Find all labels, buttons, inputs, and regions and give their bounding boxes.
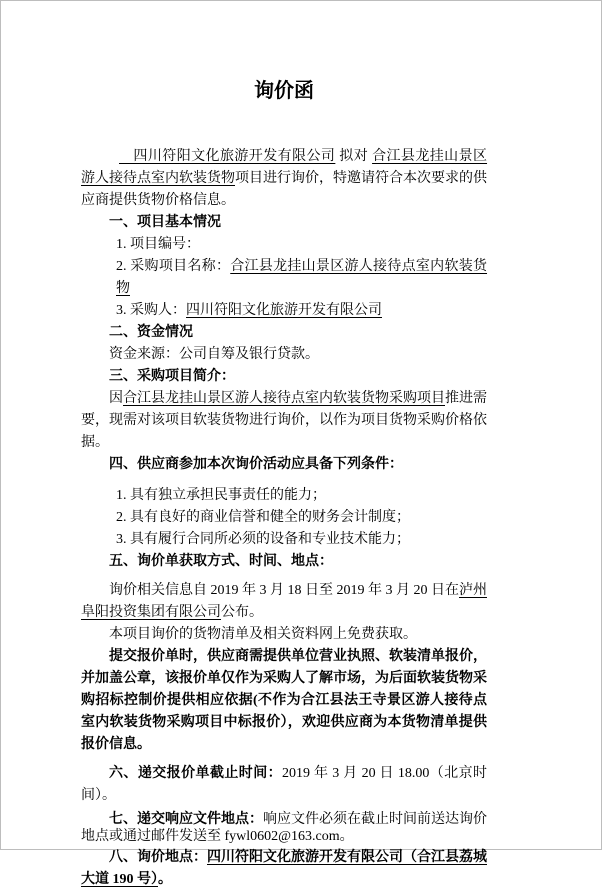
section-3-body	[81, 388, 487, 454]
section-3-text-2: 推进需要，现需对该项目软装货物进行询价，以作为项目货物采购价格依据。	[81, 391, 487, 450]
section-5-heading: 五、询价单获取方式、时间、地点：	[109, 554, 333, 569]
section-4-item-2: 2. 具有良好的商业信誉和健全的财务会计制度；	[116, 510, 410, 525]
section-7-label: 七、递交响应文件地点：	[109, 812, 263, 827]
section-1-heading: 一、项目基本情况	[109, 215, 221, 230]
section-6-label: 六、递交报价单截止时间：	[109, 766, 283, 781]
section-5-paragraph-3: 提交报价单时，供应商需提供单位营业执照、软装清单报价，并加盖公章，该报价单仅作为采购人了解市场，为后面软装货物采购招标控制价提供相应依据(不作为合江县法王寺景区游人接待点室内软装货物采购项目中标报价），欢迎供应商为本货物清单提供报价信息。	[81, 649, 487, 752]
section-8-label: 八、询价地点：	[109, 850, 207, 865]
document-content	[81, 1, 487, 891]
item-3-label: 3. 采购人：	[116, 303, 186, 318]
section-7	[81, 811, 487, 845]
section-3-project-underlined: 合江县龙挂山景区游人接待点室内软装货物采购项目	[123, 391, 445, 406]
section-5-text-2: 公布。	[221, 605, 263, 620]
section-4-item-3: 3. 具有履行合同所必须的设备和专业技术能力；	[116, 532, 410, 547]
section-5-text-1: 询价相关信息自 2019 年 3 月 18 日至 2019 年 3 月 20 日在	[109, 583, 459, 598]
section-4-item-1: 1. 具有独立承担民事责任的能力；	[116, 488, 326, 503]
section-1-item-1: 1. 项目编号：	[116, 237, 200, 252]
section-6	[81, 763, 487, 807]
delivery-instructions: 响应文件必须在截止时间前送达询价地点或通过邮件发送至 fywl0602@163.com。	[81, 812, 487, 844]
section-5-paragraph-2: 本项目询价的货物清单及相关资料网上免费获取。	[109, 627, 417, 642]
intro-text-2: 项目进行询价，特邀请符合本次要求的供应商提供货物价格信息。	[81, 171, 487, 208]
buyer-name-underlined: 四川符阳文化旅游开发有限公司	[119, 149, 336, 164]
section-1-item-2	[81, 256, 487, 300]
section-2-heading: 二、资金情况	[109, 325, 193, 340]
project-name-underlined: 合江县龙挂山景区游人接待点室内软装货物	[81, 149, 488, 186]
item-3-value-underlined: 四川符阳文化旅游开发有限公司	[186, 303, 382, 318]
intro-paragraph	[81, 146, 487, 212]
section-1-item-3	[81, 300, 487, 322]
section-5-paragraph-1	[81, 580, 487, 624]
section-8-period: 。	[158, 872, 172, 887]
section-3-heading: 三、采购项目简介：	[109, 369, 235, 384]
document-title: 询价函	[254, 80, 314, 102]
section-4-heading: 四、供应商参加本次询价活动应具备下列条件：	[109, 457, 403, 472]
item-2-value-underlined: 合江县龙挂山景区游人接待点室内软装货物	[116, 259, 488, 296]
inquiry-address-underlined: 四川符阳文化旅游开发有限公司（合江县荔城大道 190 号）	[81, 850, 487, 887]
deadline-value: 2019 年 3 月 20 日 18.00（北京时间）。	[81, 766, 488, 803]
section-8	[81, 847, 487, 891]
intro-text-1: 拟对	[335, 149, 373, 164]
publisher-name-underlined: 泸州阜阳投资集团有限公司	[81, 583, 487, 620]
section-2-body: 资金来源：公司自筹及银行贷款。	[109, 347, 319, 362]
item-2-label: 2. 采购项目名称：	[116, 259, 231, 274]
section-3-text-1: 因	[109, 391, 123, 406]
